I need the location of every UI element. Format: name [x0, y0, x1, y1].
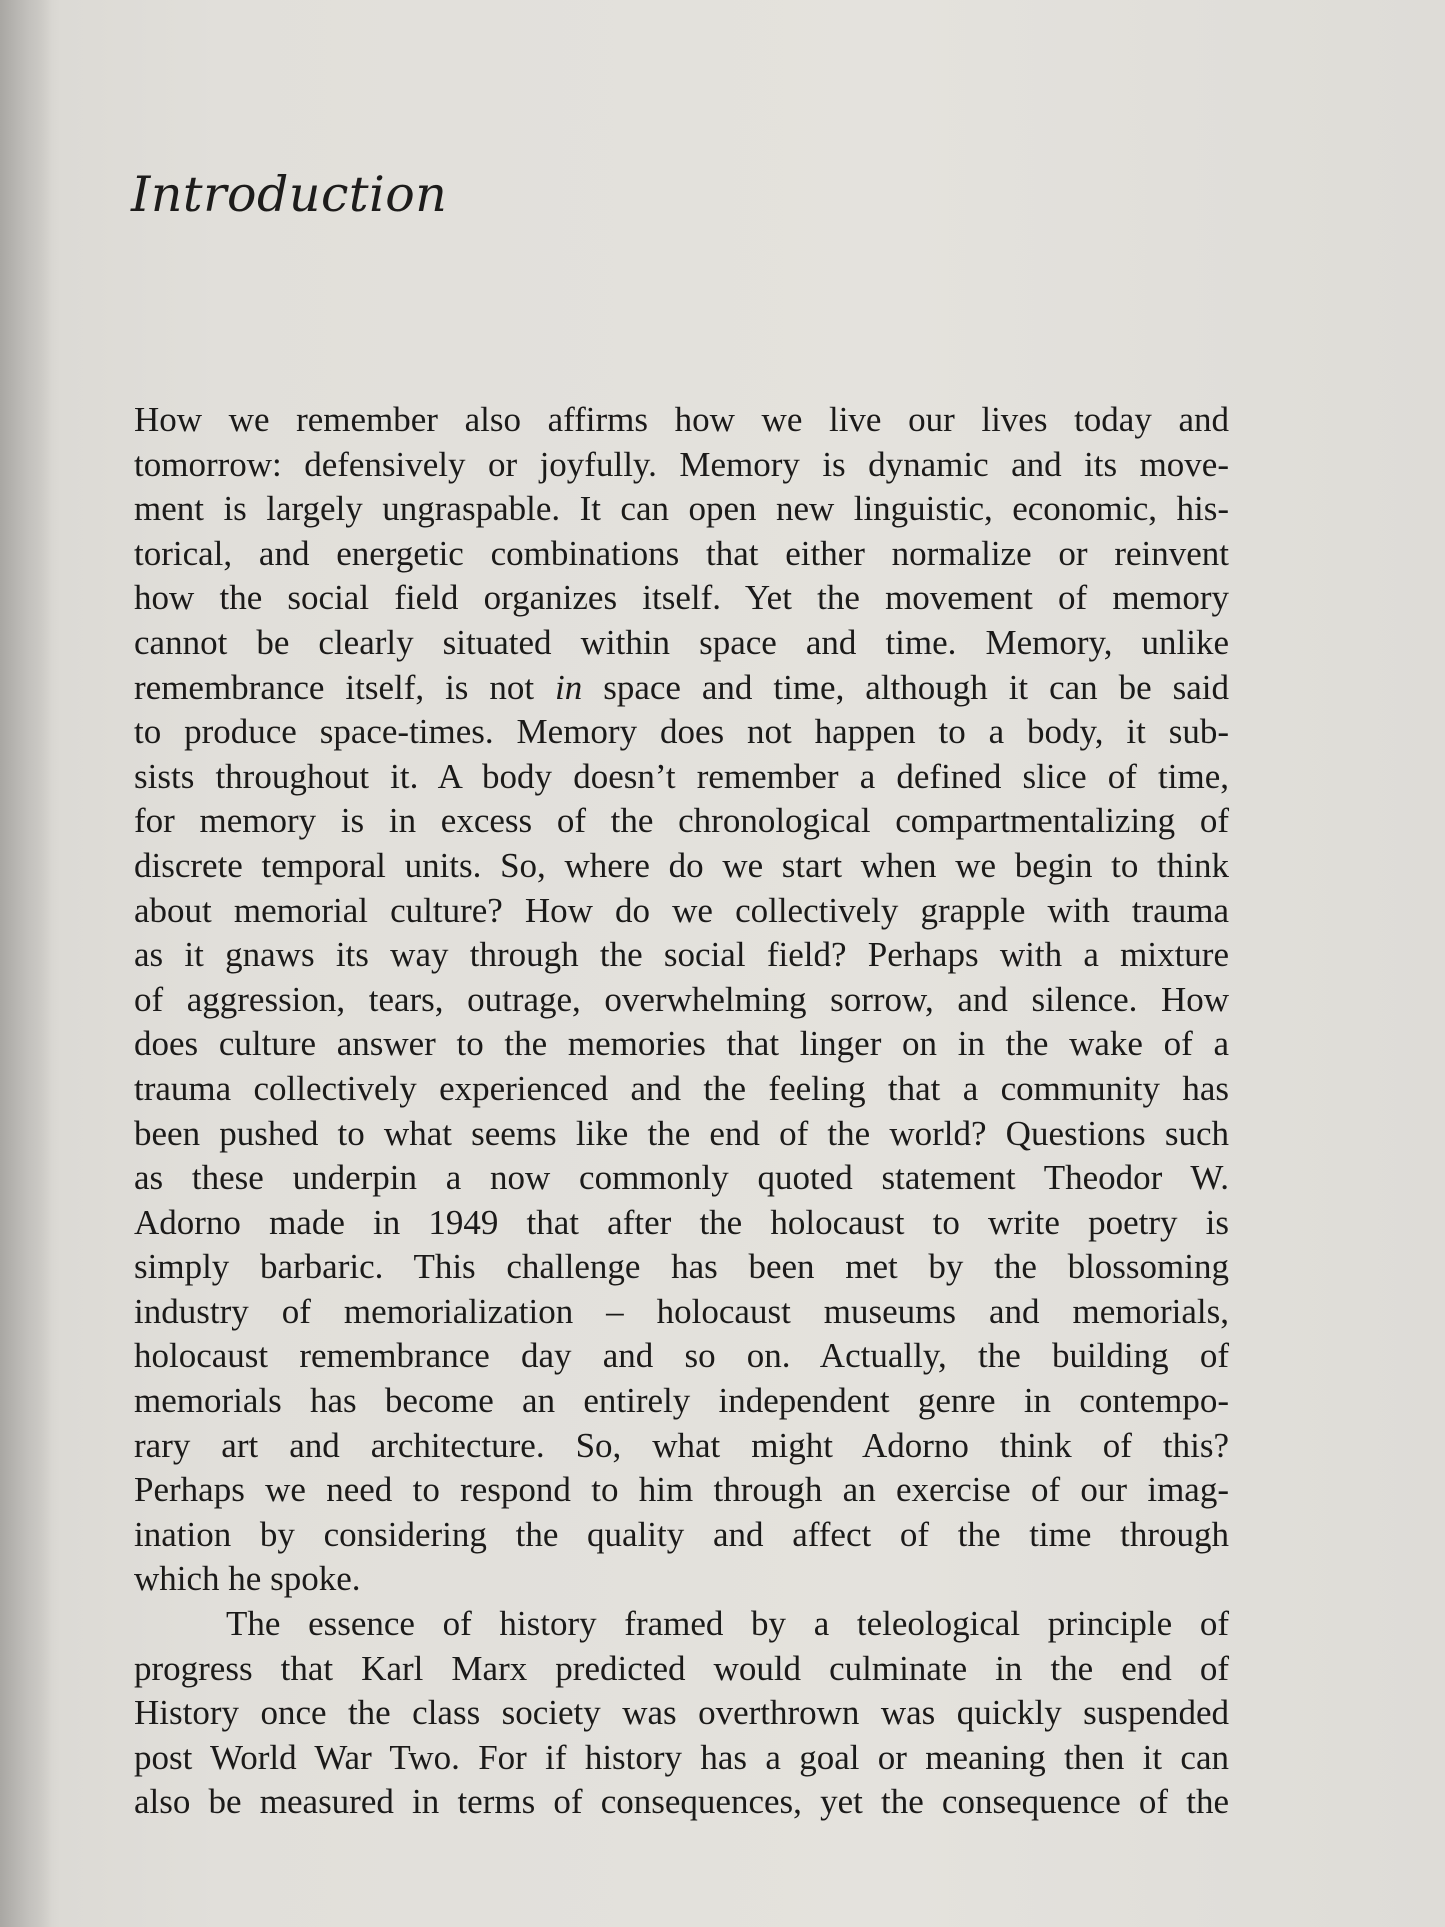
- text-line: How we remember also affirms how we live our lives today and: [134, 400, 1229, 439]
- text-line: sists throughout it. A body doesn’t remember a defined slice of time,: [134, 756, 1229, 796]
- text-line: how the social field organizes itself. Yet the movement of memory: [134, 578, 1229, 618]
- text-line: been pushed to what seems like the end of the world? Questions such: [134, 1113, 1229, 1153]
- spine-shadow: [0, 0, 52, 1927]
- text-line: also be measured in terms of consequences, yet the consequence of the: [134, 1782, 1229, 1822]
- text-line: simply barbaric. This challenge has been met by the blossoming: [134, 1247, 1229, 1287]
- body-text: [134, 398, 1229, 1825]
- paragraph-1: [134, 398, 1229, 1602]
- text-line: discrete temporal units. So, where do we start when we begin to think: [134, 845, 1229, 885]
- paragraph-2: [134, 1602, 1229, 1825]
- text-line: tomorrow: defensively or joyfully. Memory is dynamic and its move-: [134, 444, 1229, 484]
- text-line: post World War Two. For if history has a goal or meaning then it can: [134, 1737, 1229, 1777]
- text-line: cannot be clearly situated within space and time. Memory, unlike: [134, 622, 1229, 662]
- text-line: History once the class society was overthrown was quickly suspended: [134, 1693, 1229, 1733]
- text-line: Perhaps we need to respond to him through an exercise of our imag-: [134, 1470, 1229, 1510]
- text-line: progress that Karl Marx predicted would culminate in the end of: [134, 1648, 1229, 1688]
- text-line: does culture answer to the memories that linger on in the wake of a: [134, 1024, 1229, 1064]
- text-line: torical, and energetic combinations that either normalize or reinvent: [134, 533, 1229, 573]
- text-line: to produce space-times. Memory does not happen to a body, it sub-: [134, 712, 1229, 752]
- text-line-indented: The essence of history framed by a teleological principle of: [226, 1604, 1229, 1644]
- text-line: industry of memorialization – holocaust museums and memorials,: [134, 1291, 1229, 1331]
- chapter-title: Introduction: [131, 166, 448, 223]
- text-line: Adorno made in 1949 that after the holocaust to write poetry is: [134, 1202, 1229, 1242]
- text-line: holocaust remembrance day and so on. Actually, the building of: [134, 1336, 1229, 1376]
- text-line: of aggression, tears, outrage, overwhelming sorrow, and silence. How: [134, 979, 1229, 1019]
- text-line-with-emphasis: remembrance itself, is not in space and time, although it can be said: [134, 667, 1229, 707]
- text-line: which he spoke.: [134, 1559, 361, 1599]
- text-line: ment is largely ungraspable. It can open new linguistic, economic, his-: [134, 489, 1229, 529]
- text-line: memorials has become an entirely independent genre in contempo-: [134, 1381, 1229, 1421]
- text-line: for memory is in excess of the chronological compartmentalizing of: [134, 801, 1229, 841]
- text-line: ination by considering the quality and affect of the time through: [134, 1514, 1229, 1554]
- text-line: about memorial culture? How do we collectively grapple with trauma: [134, 890, 1229, 930]
- emphasized-word: in: [555, 667, 583, 707]
- text-line: rary art and architecture. So, what might Adorno think of this?: [134, 1425, 1229, 1465]
- text-line: trauma collectively experienced and the feeling that a community has: [134, 1068, 1229, 1108]
- text-line: as it gnaws its way through the social field? Perhaps with a mixture: [134, 935, 1229, 975]
- text-line: as these underpin a now commonly quoted statement Theodor W.: [134, 1158, 1229, 1198]
